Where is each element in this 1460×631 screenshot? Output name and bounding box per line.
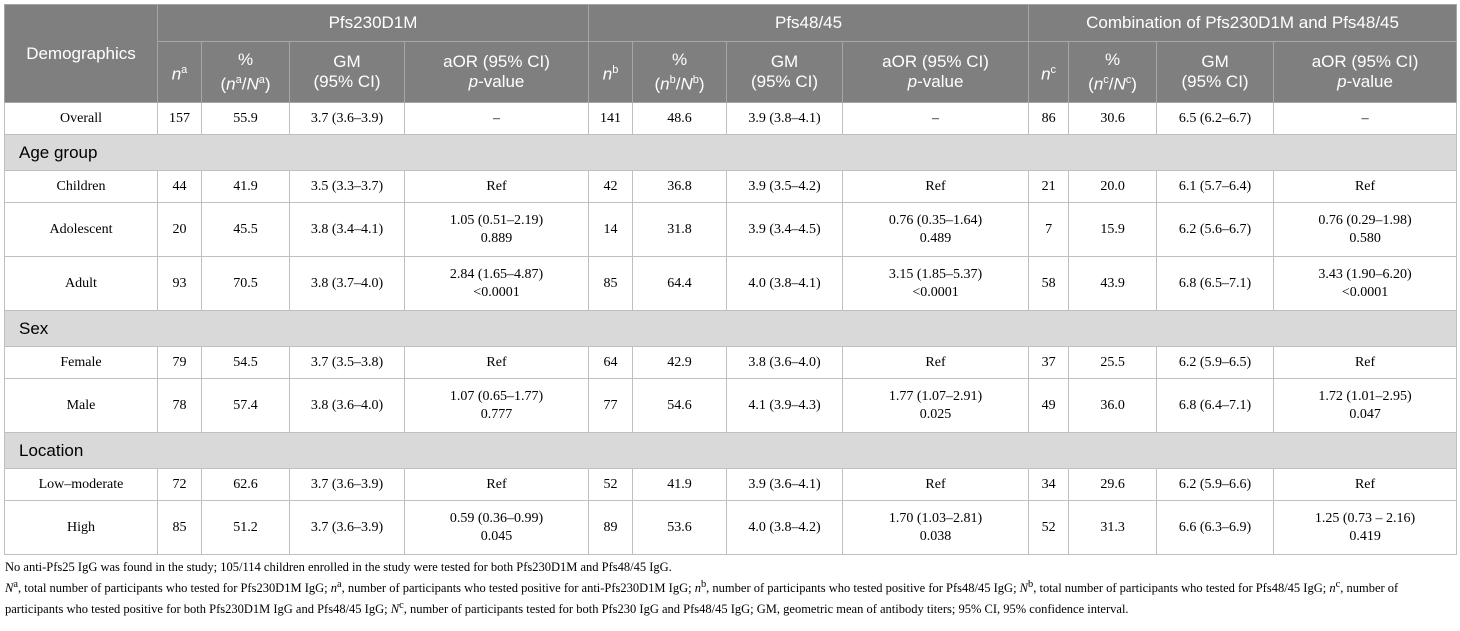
cell-n: 37 [1029,347,1069,379]
section-label-age-group: Age group [5,135,1457,171]
cell-percent: 43.9 [1069,257,1157,311]
cell-gm: 3.8 (3.6–4.0) [290,379,405,433]
cell-percent: 20.0 [1069,171,1157,203]
cell-gm: 3.9 (3.5–4.2) [727,171,843,203]
section-label-sex: Sex [5,311,1457,347]
header-pct-c: % $(n^c/N^c)$ [1069,42,1157,103]
header-demographics: Demographics [5,5,158,103]
cell-gm: 3.7 (3.6–3.9) [290,501,405,555]
cell-percent: 30.6 [1069,103,1157,135]
cell-percent: 41.9 [633,469,727,501]
header-group-pfs230: Pfs230D1M [158,5,589,42]
cell-percent: 70.5 [202,257,290,311]
cell-aor: – [843,103,1029,135]
cell-n: 64 [589,347,633,379]
footnote-definitions: $N^a$, total number of participants who tested for Pfs230D1M IgG; $n^a$, number of participants who tested positive for anti-Pfs230D1M IgG; $n^b$, number of participants who tested positive for Pfs48/45 IgG; $N^b$, total number of participants who tested for Pfs48/45 IgG; $n^c$, number of participants who tested positive for both Pfs230D1M IgG and Pfs48/45 IgG; $N^c$, number of participants tested for both Pfs230 IgG and Pfs48/45 IgG; GM, geometric mean of antibody titers; 95% CI, 95% confidence interval. [5,579,1399,617]
cell-n: 42 [589,171,633,203]
cell-aor: Ref [405,469,589,501]
cell-percent: 36.0 [1069,379,1157,433]
cell-percent: 25.5 [1069,347,1157,379]
cell-n: 20 [158,203,202,257]
cell-gm: 3.8 (3.6–4.0) [727,347,843,379]
cell-aor: Ref [843,171,1029,203]
table-row [5,171,1457,203]
cell-aor [405,379,589,433]
header-pct-a: % $(n^a/N^a)$ [202,42,290,103]
header-group-combination: Combination of Pfs230D1M and Pfs48/45 [1029,5,1457,42]
cell-percent: 31.3 [1069,501,1157,555]
cell-p-value: 0.419 [1349,528,1381,544]
table-row [5,379,1457,433]
cell-percent: 62.6 [202,469,290,501]
cell-n: 141 [589,103,633,135]
cell-percent: 54.6 [633,379,727,433]
cell-percent: 55.9 [202,103,290,135]
header-n-b: $n^b$ [589,42,633,103]
cell-aor: – [1274,103,1457,135]
row-label: Overall [5,103,158,135]
cell-n: 93 [158,257,202,311]
header-pct-b: % $(n^b/N^b)$ [633,42,727,103]
cell-p-value: 0.038 [919,528,952,544]
cell-aor-value: 0.76 (0.35–1.64) [888,212,983,228]
cell-n: 52 [1029,501,1069,555]
cell-aor-value: 1.25 (0.73 – 2.16) [1314,510,1416,526]
table-row [5,257,1457,311]
cell-aor-value: 0.59 (0.36–0.99) [449,510,544,526]
header-gm-b: GM (95% CI) [727,42,843,103]
cell-aor-value: 3.43 (1.90–6.20) [1318,266,1412,282]
cell-p-value: <0.0001 [473,284,520,300]
cell-p-value: 0.889 [480,230,513,246]
cell-p-value: 0.489 [919,230,952,246]
cell-n: 72 [158,469,202,501]
cell-percent: 45.5 [202,203,290,257]
cell-aor [843,203,1029,257]
cell-gm: 6.8 (6.5–7.1) [1157,257,1274,311]
section-row [5,311,1457,347]
cell-aor [405,501,589,555]
table-row [5,203,1457,257]
cell-n: 78 [158,379,202,433]
cell-percent: 57.4 [202,379,290,433]
cell-aor-value: 1.07 (0.65–1.77) [449,388,544,404]
cell-n: 58 [1029,257,1069,311]
cell-n: 79 [158,347,202,379]
cell-percent: 48.6 [633,103,727,135]
table-row [5,347,1457,379]
cell-aor: Ref [1274,347,1457,379]
table-row [5,501,1457,555]
demographics-table [4,4,1457,555]
cell-gm: 3.8 (3.7–4.0) [290,257,405,311]
cell-percent: 54.5 [202,347,290,379]
cell-n: 77 [589,379,633,433]
cell-percent: 42.9 [633,347,727,379]
cell-gm: 6.5 (6.2–6.7) [1157,103,1274,135]
header-n-c: $n^c$ [1029,42,1069,103]
row-label: High [5,501,158,555]
cell-percent: 41.9 [202,171,290,203]
cell-gm: 6.6 (6.3–6.9) [1157,501,1274,555]
cell-aor-value: 3.15 (1.85–5.37) [888,266,983,282]
cell-gm: 6.8 (6.4–7.1) [1157,379,1274,433]
cell-p-value: 0.045 [480,528,513,544]
cell-n: 85 [158,501,202,555]
cell-gm: 4.1 (3.9–4.3) [727,379,843,433]
cell-n: 157 [158,103,202,135]
cell-gm: 6.2 (5.9–6.5) [1157,347,1274,379]
cell-aor [405,257,589,311]
cell-gm: 4.0 (3.8–4.1) [727,257,843,311]
cell-gm: 6.2 (5.9–6.6) [1157,469,1274,501]
cell-aor [1274,257,1457,311]
section-row [5,433,1457,469]
row-label: Low–moderate [5,469,158,501]
cell-n: 89 [589,501,633,555]
cell-aor: Ref [843,469,1029,501]
cell-n: 14 [589,203,633,257]
cell-aor [1274,501,1457,555]
cell-n: 44 [158,171,202,203]
cell-n: 86 [1029,103,1069,135]
cell-gm: 3.8 (3.4–4.1) [290,203,405,257]
cell-aor-value: 1.70 (1.03–2.81) [888,510,983,526]
cell-percent: 53.6 [633,501,727,555]
cell-gm: 4.0 (3.8–4.2) [727,501,843,555]
cell-n: 52 [589,469,633,501]
cell-p-value: 0.047 [1349,406,1381,422]
header-aor-b: aOR (95% CI) p-value [843,42,1029,103]
cell-gm: 3.5 (3.3–3.7) [290,171,405,203]
cell-aor: Ref [1274,469,1457,501]
cell-gm: 3.9 (3.4–4.5) [727,203,843,257]
row-label: Adult [5,257,158,311]
cell-aor: Ref [1274,171,1457,203]
cell-p-value: 0.025 [919,406,952,422]
header-aor-a: aOR (95% CI) p-value [405,42,589,103]
cell-aor-value: 0.76 (0.29–1.98) [1318,212,1412,228]
cell-gm: 3.9 (3.6–4.1) [727,469,843,501]
cell-n: 34 [1029,469,1069,501]
cell-aor: – [405,103,589,135]
cell-aor: Ref [405,347,589,379]
row-label: Children [5,171,158,203]
cell-gm: 3.7 (3.6–3.9) [290,469,405,501]
cell-aor [1274,379,1457,433]
cell-n: 7 [1029,203,1069,257]
cell-aor [843,257,1029,311]
row-label: Adolescent [5,203,158,257]
cell-aor: Ref [405,171,589,203]
table-footnotes [4,559,1456,618]
cell-p-value: 0.580 [1349,230,1381,246]
section-label-location: Location [5,433,1457,469]
cell-aor [405,203,589,257]
cell-n: 21 [1029,171,1069,203]
cell-aor [843,379,1029,433]
cell-aor-value: 2.84 (1.65–4.87) [449,266,544,282]
cell-aor [843,501,1029,555]
header-n-a: $n^a$ [158,42,202,103]
cell-p-value: <0.0001 [1341,284,1389,300]
cell-n: 49 [1029,379,1069,433]
cell-gm: 3.7 (3.6–3.9) [290,103,405,135]
header-gm-a: GM (95% CI) [290,42,405,103]
table-wrapper [4,4,1456,618]
table-row [5,103,1457,135]
cell-aor [1274,203,1457,257]
row-label: Female [5,347,158,379]
header-aor-c: aOR (95% CI) p-value [1274,42,1457,103]
cell-percent: 51.2 [202,501,290,555]
cell-aor: Ref [843,347,1029,379]
cell-percent: 36.8 [633,171,727,203]
row-label: Male [5,379,158,433]
header-group-pfs48: Pfs48/45 [589,5,1029,42]
cell-gm: 3.9 (3.8–4.1) [727,103,843,135]
table-row [5,469,1457,501]
cell-p-value: <0.0001 [912,284,959,300]
cell-percent: 29.6 [1069,469,1157,501]
cell-percent: 64.4 [633,257,727,311]
footnote-line-1: No anti-Pfs25 IgG was found in the study; 105/114 children enrolled in the study were tested for both Pfs230D1M and Pfs48/45 IgG. [5,560,672,574]
cell-n: 85 [589,257,633,311]
cell-gm: 6.2 (5.6–6.7) [1157,203,1274,257]
cell-aor-value: 1.05 (0.51–2.19) [449,212,544,228]
cell-percent: 31.8 [633,203,727,257]
cell-gm: 3.7 (3.5–3.8) [290,347,405,379]
cell-percent: 15.9 [1069,203,1157,257]
cell-p-value: 0.777 [480,406,513,422]
cell-aor-value: 1.72 (1.01–2.95) [1318,388,1412,404]
header-gm-c: GM (95% CI) [1157,42,1274,103]
cell-aor-value: 1.77 (1.07–2.91) [888,388,983,404]
section-row [5,135,1457,171]
cell-gm: 6.1 (5.7–6.4) [1157,171,1274,203]
